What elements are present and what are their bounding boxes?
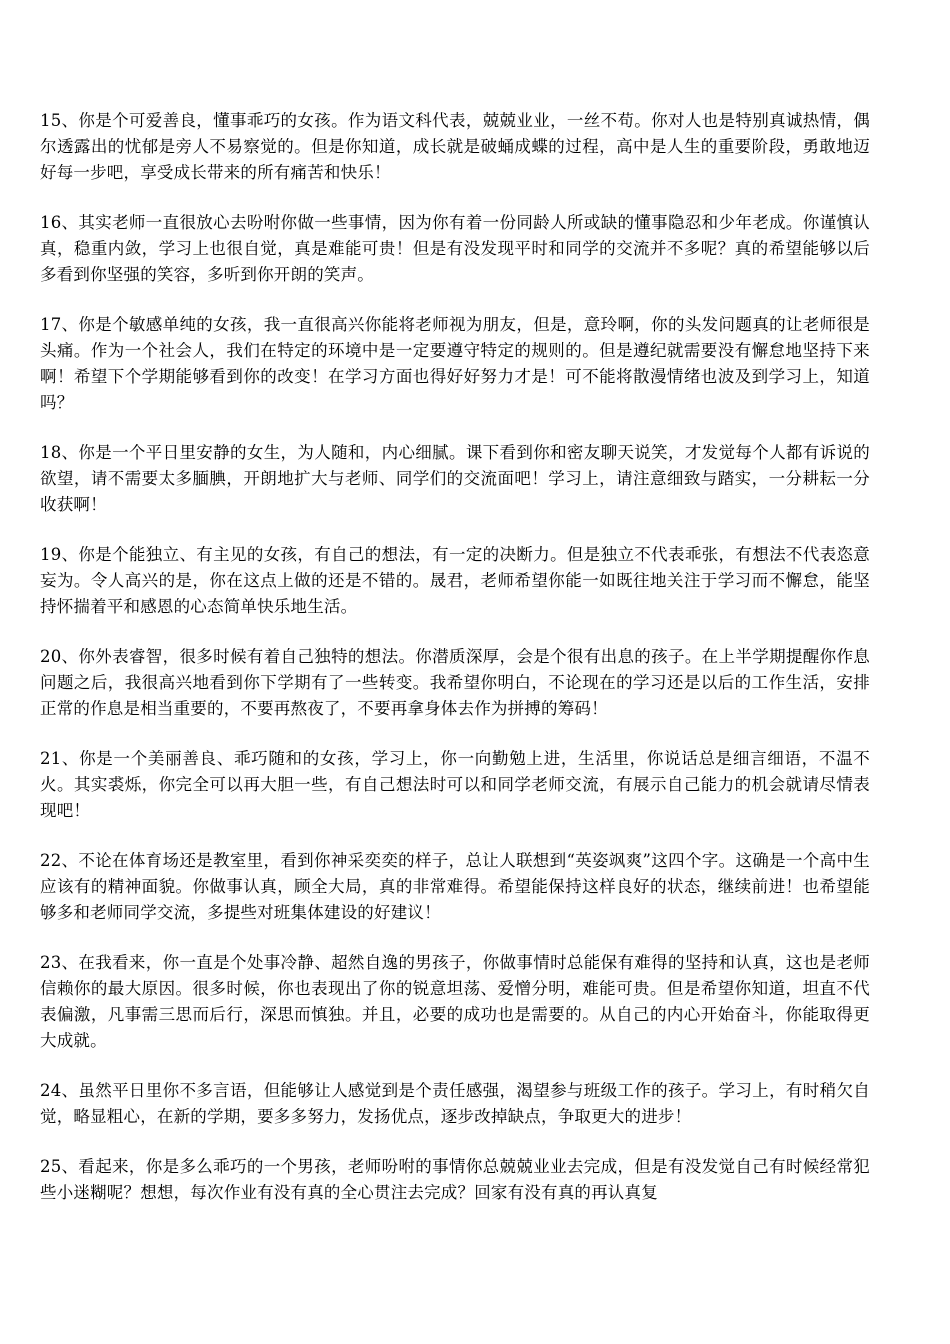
comment-paragraph-22: 22、不论在体育场还是教室里，看到你神采奕奕的样子，总让人联想到“英姿飒爽”这四个字。这确是一个高中生应该有的精神面貌。你做事认真，顾全大局，真的非常难得。希望能保持这样良好的状态，继续前进！也希望能够多和老师同学交流，多提些对班集体建设的好建议！ (40, 851, 870, 922)
document-body (40, 108, 870, 1230)
comment-paragraph-21: 21、你是一个美丽善良、乖巧随和的女孩，学习上，你一向勤勉上进，生活里，你说话总是细言细语，不温不火。其实裘烁，你完全可以再大胆一些，有自己想法时可以和同学老师交流，有展示自己能力的机会就请尽情表现吧！ (40, 749, 870, 820)
comment-paragraph-24: 24、虽然平日里你不多言语，但能够让人感觉到是个责任感强，渴望参与班级工作的孩子。学习上，有时稍欠自觉，略显粗心，在新的学期，要多多努力，发扬优点，逐步改掉缺点，争取更大的进步！ (40, 1081, 870, 1126)
comment-paragraph-19: 19、你是个能独立、有主见的女孩，有自己的想法，有一定的决断力。但是独立不代表乖张，有想法不代表恣意妄为。令人高兴的是，你在这点上做的还是不错的。晟君，老师希望你能一如既往地关注于学习而不懈怠，能坚持怀揣着平和感恩的心态简单快乐地生活。 (40, 545, 870, 616)
comment-paragraph-15: 15、你是个可爱善良，懂事乖巧的女孩。作为语文科代表，兢兢业业，一丝不苟。你对人也是特别真诚热情，偶尔透露出的忧郁是旁人不易察觉的。但是你知道，成长就是破蛹成蝶的过程，高中是人生的重要阶段，勇敢地迈好每一步吧，享受成长带来的所有痛苦和快乐！ (40, 111, 870, 182)
comment-paragraph-16: 16、其实老师一直很放心去吩咐你做一些事情，因为你有着一份同龄人所或缺的懂事隐忍和少年老成。你谨慎认真，稳重内敛，学习上也很自觉，真是难能可贵！但是有没发现平时和同学的交流并不多呢？真的希望能够以后多看到你坚强的笑容，多听到你开朗的笑声。 (40, 213, 870, 284)
comment-paragraph-20: 20、你外表睿智，很多时候有着自己独特的想法。你潜质深厚，会是个很有出息的孩子。在上半学期提醒你作息问题之后，我很高兴地看到你下学期有了一些转变。我希望你明白，不论现在的学习还是以后的工作生活，安排正常的作息是相当重要的，不要再熬夜了，不要再拿身体去作为拼搏的筹码！ (40, 647, 870, 718)
comment-paragraph-25: 25、看起来，你是多么乖巧的一个男孩，老师吩咐的事情你总兢兢业业去完成，但是有没发觉自己有时候经常犯些小迷糊呢？想想，每次作业有没有真的全心贯注去完成？回家有没有真的再认真复 (40, 1157, 870, 1202)
comment-paragraph-23: 23、在我看来，你一直是个处事冷静、超然自逸的男孩子，你做事情时总能保有难得的坚持和认真，这也是老师信赖你的最大原因。很多时候，你也表现出了你的锐意坦荡、爱憎分明，难能可贵。但是希望你知道，坦直不代表偏激，凡事需三思而后行，深思而慎独。并且，必要的成功也是需要的。从自己的内心开始奋斗，你能取得更大成就。 (40, 953, 870, 1050)
comment-paragraph-17: 17、你是个敏感单纯的女孩，我一直很高兴你能将老师视为朋友，但是，意玲啊，你的头发问题真的让老师很是头痛。作为一个社会人，我们在特定的环境中是一定要遵守特定的规则的。但是遵纪就需要没有懈怠地坚持下来啊！希望下个学期能够看到你的改变！在学习方面也得好好努力才是！可不能将散漫情绪也波及到学习上，知道吗？ (40, 315, 870, 412)
comment-paragraph-18: 18、你是一个平日里安静的女生，为人随和，内心细腻。课下看到你和密友聊天说笑，才发觉每个人都有诉说的欲望，请不需要太多腼腆，开朗地扩大与老师、同学们的交流面吧！学习上，请注意细致与踏实，一分耕耘一分收获啊！ (40, 443, 870, 514)
